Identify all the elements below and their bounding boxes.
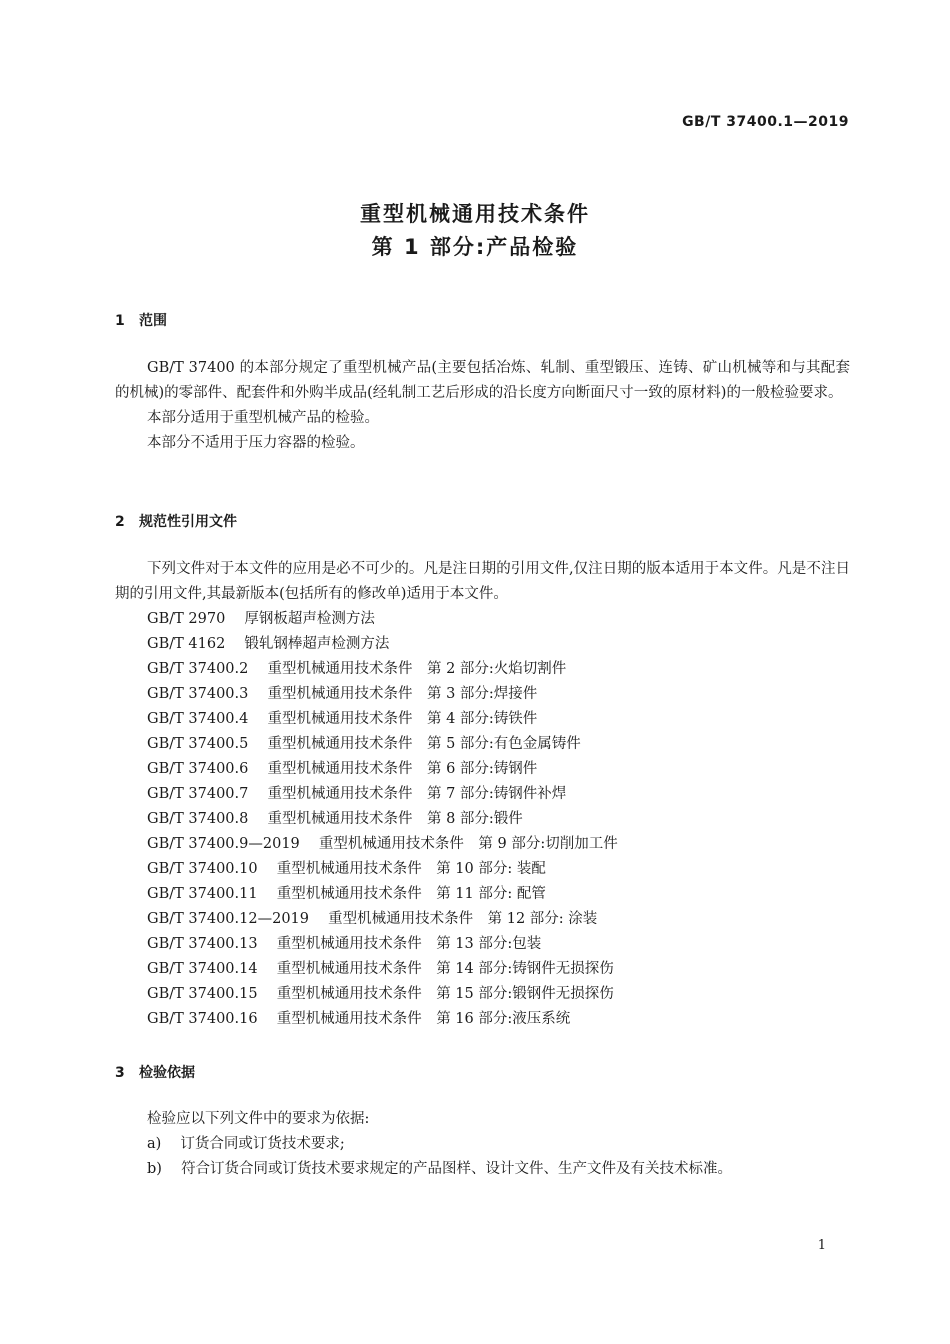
reference-code: GB/T 4162 — [147, 636, 226, 652]
reference-code: GB/T 37400.11 — [147, 886, 258, 902]
reference-title: 重型机械通用技术条件 第 14 部分:铸钢件无损探伤 — [276, 961, 614, 977]
document-subtitle: 第 1 部分:产品检验 — [371, 235, 579, 259]
reference-code: GB/T 2970 — [147, 611, 226, 627]
reference-code: GB/T 37400.12—2019 — [147, 911, 309, 927]
reference-item — [147, 832, 618, 857]
reference-title: 厚钢板超声检测方法 — [244, 611, 375, 627]
reference-code: GB/T 37400.3 — [147, 686, 249, 702]
reference-code: GB/T 37400.5 — [147, 736, 249, 752]
reference-code: GB/T 37400.8 — [147, 811, 249, 827]
reference-code: GB/T 37400.7 — [147, 786, 249, 802]
reference-item — [147, 682, 618, 707]
reference-code: GB/T 37400.10 — [147, 861, 258, 877]
reference-title: 重型机械通用技术条件 第 11 部分: 配管 — [276, 886, 546, 902]
reference-item — [147, 632, 618, 657]
reference-item — [147, 982, 618, 1007]
reference-item — [147, 957, 618, 982]
section-1-heading — [115, 310, 167, 330]
reference-title: 重型机械通用技术条件 第 4 部分:铸铁件 — [267, 711, 538, 727]
section-title: 检验依据 — [139, 1065, 195, 1081]
section-1-body — [115, 356, 850, 456]
section-title: 规范性引用文件 — [139, 514, 237, 530]
reference-item — [147, 732, 618, 757]
reference-item — [147, 607, 618, 632]
reference-item — [147, 882, 618, 907]
reference-title: 重型机械通用技术条件 第 15 部分:锻钢件无损探伤 — [276, 986, 614, 1002]
reference-item — [147, 907, 618, 932]
reference-title: 重型机械通用技术条件 第 2 部分:火焰切割件 — [267, 661, 567, 677]
reference-item — [147, 1007, 618, 1032]
reference-item — [147, 757, 618, 782]
reference-title: 重型机械通用技术条件 第 9 部分:切削加工件 — [318, 836, 618, 852]
section-2-heading — [115, 511, 237, 531]
reference-code: GB/T 37400.16 — [147, 1011, 258, 1027]
reference-title: 锻轧钢棒超声检测方法 — [244, 636, 390, 652]
section-3-intro: 检验应以下列文件中的要求为依据: — [147, 1111, 370, 1127]
reference-title: 重型机械通用技术条件 第 13 部分:包装 — [276, 936, 542, 952]
reference-title: 重型机械通用技术条件 第 6 部分:铸钢件 — [267, 761, 538, 777]
paragraph: 本部分不适用于压力容器的检验。 — [147, 435, 365, 451]
reference-code: GB/T 37400.14 — [147, 961, 258, 977]
section-2-intro — [115, 557, 850, 607]
paragraph: 本部分适用于重型机械产品的检验。 — [147, 410, 379, 426]
list-text: 符合订货合同或订货技术要求规定的产品图样、设计文件、生产文件及有关技术标准。 — [181, 1161, 733, 1177]
paragraph: 下列文件对于本文件的应用是必不可少的。凡是注日期的引用文件,仅注日期的版本适用于本文件。凡是不注日期的引用文件,其最新版本(包括所有的修改单)适用于本文件。 — [115, 561, 850, 602]
list-label: b) — [147, 1161, 162, 1177]
reference-item — [147, 782, 618, 807]
list-item — [147, 1132, 732, 1157]
reference-item — [147, 932, 618, 957]
reference-title: 重型机械通用技术条件 第 8 部分:锻件 — [267, 811, 523, 827]
reference-code: GB/T 37400.2 — [147, 661, 249, 677]
standard-code: GB/T 37400.1—2019 — [682, 114, 849, 130]
document-title: 重型机械通用技术条件 — [360, 202, 590, 226]
section-number: 3 — [115, 1065, 125, 1081]
reference-code: GB/T 37400.13 — [147, 936, 258, 952]
reference-code: GB/T 37400.9—2019 — [147, 836, 300, 852]
list-item — [147, 1157, 732, 1182]
list-label: a) — [147, 1136, 162, 1152]
reference-list — [147, 607, 618, 1032]
section-3-body — [147, 1107, 732, 1182]
reference-title: 重型机械通用技术条件 第 3 部分:焊接件 — [267, 686, 538, 702]
section-number: 1 — [115, 313, 125, 329]
reference-item — [147, 707, 618, 732]
reference-code: GB/T 37400.4 — [147, 711, 249, 727]
section-number: 2 — [115, 514, 125, 530]
reference-title: 重型机械通用技术条件 第 16 部分:液压系统 — [276, 1011, 571, 1027]
reference-title: 重型机械通用技术条件 第 12 部分: 涂装 — [328, 911, 598, 927]
section-3-heading — [115, 1062, 195, 1082]
section-title: 范围 — [139, 313, 167, 329]
reference-code: GB/T 37400.6 — [147, 761, 249, 777]
reference-title: 重型机械通用技术条件 第 5 部分:有色金属铸件 — [267, 736, 581, 752]
reference-title: 重型机械通用技术条件 第 7 部分:铸钢件补焊 — [267, 786, 567, 802]
paragraph: GB/T 37400 的本部分规定了重型机械产品(主要包括冶炼、轧制、重型锻压、连铸、矿山机械等和与其配套的机械)的零部件、配套件和外购半成品(经轧制工艺后形成的沿长度方向断面尺寸一致的原材料)的一般检验要求。 — [115, 360, 850, 401]
reference-item — [147, 657, 618, 682]
page-number: 1 — [817, 1238, 826, 1253]
reference-item — [147, 807, 618, 832]
reference-item — [147, 857, 618, 882]
reference-title: 重型机械通用技术条件 第 10 部分: 装配 — [276, 861, 546, 877]
reference-code: GB/T 37400.15 — [147, 986, 258, 1002]
list-text: 订货合同或订货技术要求; — [180, 1136, 345, 1152]
